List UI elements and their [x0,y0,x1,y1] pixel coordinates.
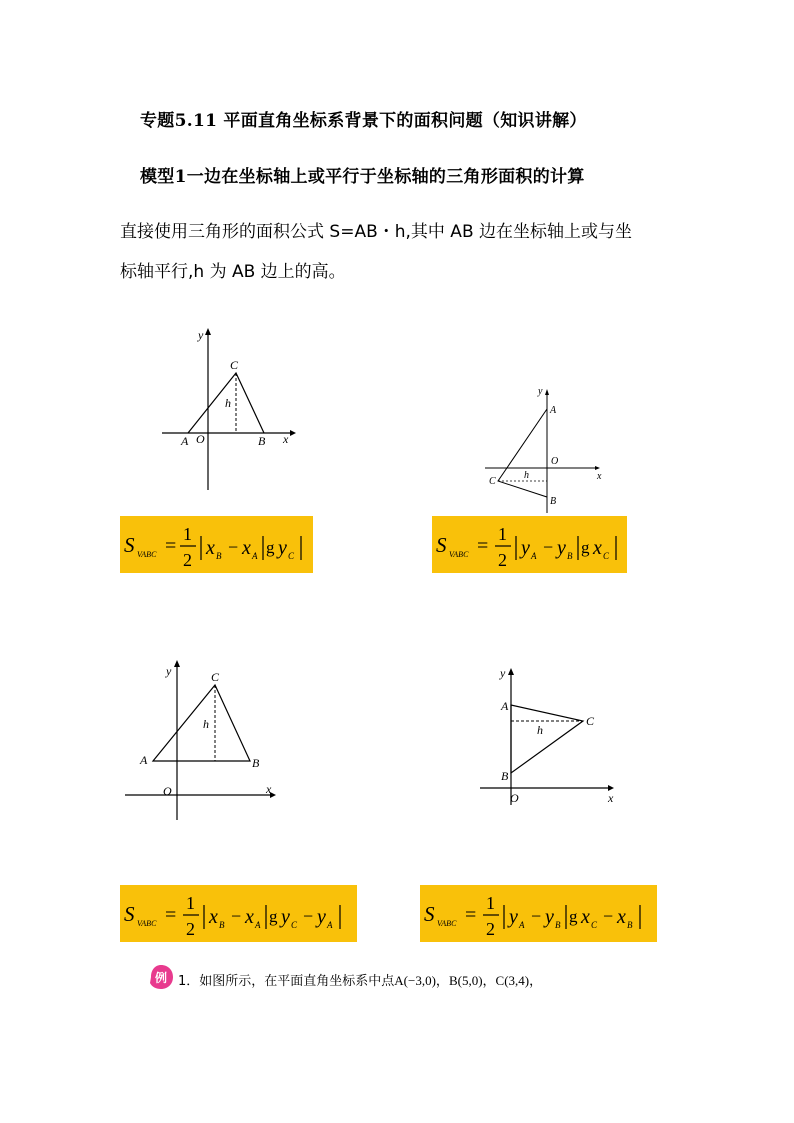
fig2-label-a: A [550,405,557,416]
svg-text:−: − [228,537,239,557]
f4-eq: = [465,904,477,926]
f3-s: S [124,902,135,926]
svg-text:C: C [291,920,298,930]
fig2-label-o: O [551,456,559,467]
svg-text:C: C [603,551,610,561]
svg-text:B: B [627,920,633,930]
intro-line-2: 标轴平行,h 为 AB 边上的高。 [120,262,346,282]
formula-1 [120,516,313,573]
model-heading: 模型1一边在坐标轴上或平行于坐标轴的三角形面积的计算 [140,167,585,187]
figure-4 [478,665,623,810]
example-point-a: A(−3,0) [394,973,436,988]
fig2-label-b: B [550,496,557,507]
svg-text:y: y [557,537,566,559]
f3-num: 1 [186,893,195,913]
f2-den: 2 [498,550,507,570]
svg-text:x: x [209,906,218,928]
formula-2-math [432,516,627,573]
example-point-b: B(5,0) [448,973,483,988]
svg-text:y: y [509,906,518,928]
svg-text:C: C [288,551,295,561]
example-sep-3: ， [529,974,543,989]
svg-text:y: y [545,906,554,928]
fig4-label-c: C [586,714,595,728]
f1-num: 1 [183,524,192,544]
svg-text:x: x [245,906,254,928]
fig2-label-y: y [538,386,543,397]
svg-text:A: A [252,551,258,561]
fig3-label-h: h [203,717,209,731]
example-sep-2: ， [482,974,496,989]
f4-den: 2 [486,919,495,939]
svg-text:x: x [617,906,626,928]
svg-text:x: x [581,906,590,928]
fig3-label-o: O [163,784,172,798]
fig3-label-b: B [252,756,260,770]
intro-paragraph [120,212,690,292]
f4-sub: VABC [437,919,457,928]
svg-text:B: B [555,920,561,930]
svg-text:B: B [567,551,573,561]
svg-text:B: B [216,551,222,561]
svg-text:y: y [281,906,290,928]
fig2-label-x: x [597,471,602,482]
f1-s: S [124,533,135,557]
f1-sub: VABC [137,550,157,559]
fig1-label-x: x [283,432,289,446]
figure-3-diagram [120,655,285,825]
f3-sub: VABC [137,919,157,928]
svg-text:x: x [593,537,602,559]
svg-text:−: − [543,537,554,557]
formula-3-math [120,885,357,942]
fig4-label-o: O [510,791,519,805]
fig4-label-h: h [537,723,543,737]
svg-text:x: x [242,537,251,559]
fig3-label-x: x [266,782,272,796]
fig1-label-o: O [196,432,205,446]
fig4-label-b: B [501,769,509,783]
svg-text:−: − [303,906,314,926]
f4-s: S [424,902,435,926]
f2-eq: = [477,535,489,557]
fig3-label-c: C [211,670,220,684]
figure-1 [160,325,310,495]
svg-text:x: x [206,537,215,559]
figure-2-diagram [480,383,610,518]
svg-text:y: y [521,537,530,559]
svg-text:−: − [531,906,542,926]
svg-text:A: A [255,920,261,930]
fig2-label-h: h [524,470,529,481]
fig4-label-x: x [608,791,614,805]
example-badge-text: 例 [155,971,168,985]
svg-text:y: y [278,537,287,559]
svg-text:g: g [581,538,590,557]
svg-text:y: y [317,906,326,928]
svg-text:g: g [269,907,278,926]
f1-den: 2 [183,550,192,570]
fig2-label-c: C [489,476,496,487]
formula-3 [120,885,357,942]
f3-eq: = [165,904,177,926]
figure-4-diagram [478,665,623,810]
figure-1-diagram [160,325,310,495]
example-text-line [178,970,542,989]
formula-4-math [420,885,657,942]
formula-2 [432,516,627,573]
figure-3 [120,655,285,825]
fig1-label-h: h [225,396,231,410]
figure-2 [480,383,610,518]
formula-1-math [120,516,313,573]
page-title: 专题5.11 平面直角坐标系背景下的面积问题（知识讲解） [140,111,587,131]
example-point-c: C(3,4) [495,973,530,988]
svg-text:B: B [219,920,225,930]
svg-text:A: A [531,551,537,561]
f2-num: 1 [498,524,507,544]
fig4-label-a: A [501,699,509,713]
f1-eq: = [165,535,177,557]
f4-num: 1 [486,893,495,913]
example-text: 1．如图所示，在平面直角坐标系中点 [178,974,395,989]
fig1-label-b: B [258,434,266,448]
svg-text:A: A [519,920,525,930]
svg-text:−: − [231,906,242,926]
svg-text:g: g [569,907,578,926]
formula-4 [420,885,657,942]
f2-sub: VABC [449,550,469,559]
fig1-label-c: C [230,358,239,372]
svg-text:C: C [591,920,598,930]
f2-s: S [436,533,447,557]
svg-text:−: − [603,906,614,926]
fig1-label-a: A [181,434,189,448]
svg-text:g: g [266,538,275,557]
example-sep-1: ， [435,974,449,989]
intro-line-1: 直接使用三角形的面积公式 S=AB・h,其中 AB 边在坐标轴上或与坐 [120,222,633,242]
f3-den: 2 [186,919,195,939]
example-badge-icon [148,964,174,990]
fig3-label-y: y [166,664,172,678]
fig1-label-y: y [198,328,204,342]
svg-text:A: A [327,920,333,930]
fig3-label-a: A [140,753,148,767]
fig4-label-y: y [500,666,506,680]
